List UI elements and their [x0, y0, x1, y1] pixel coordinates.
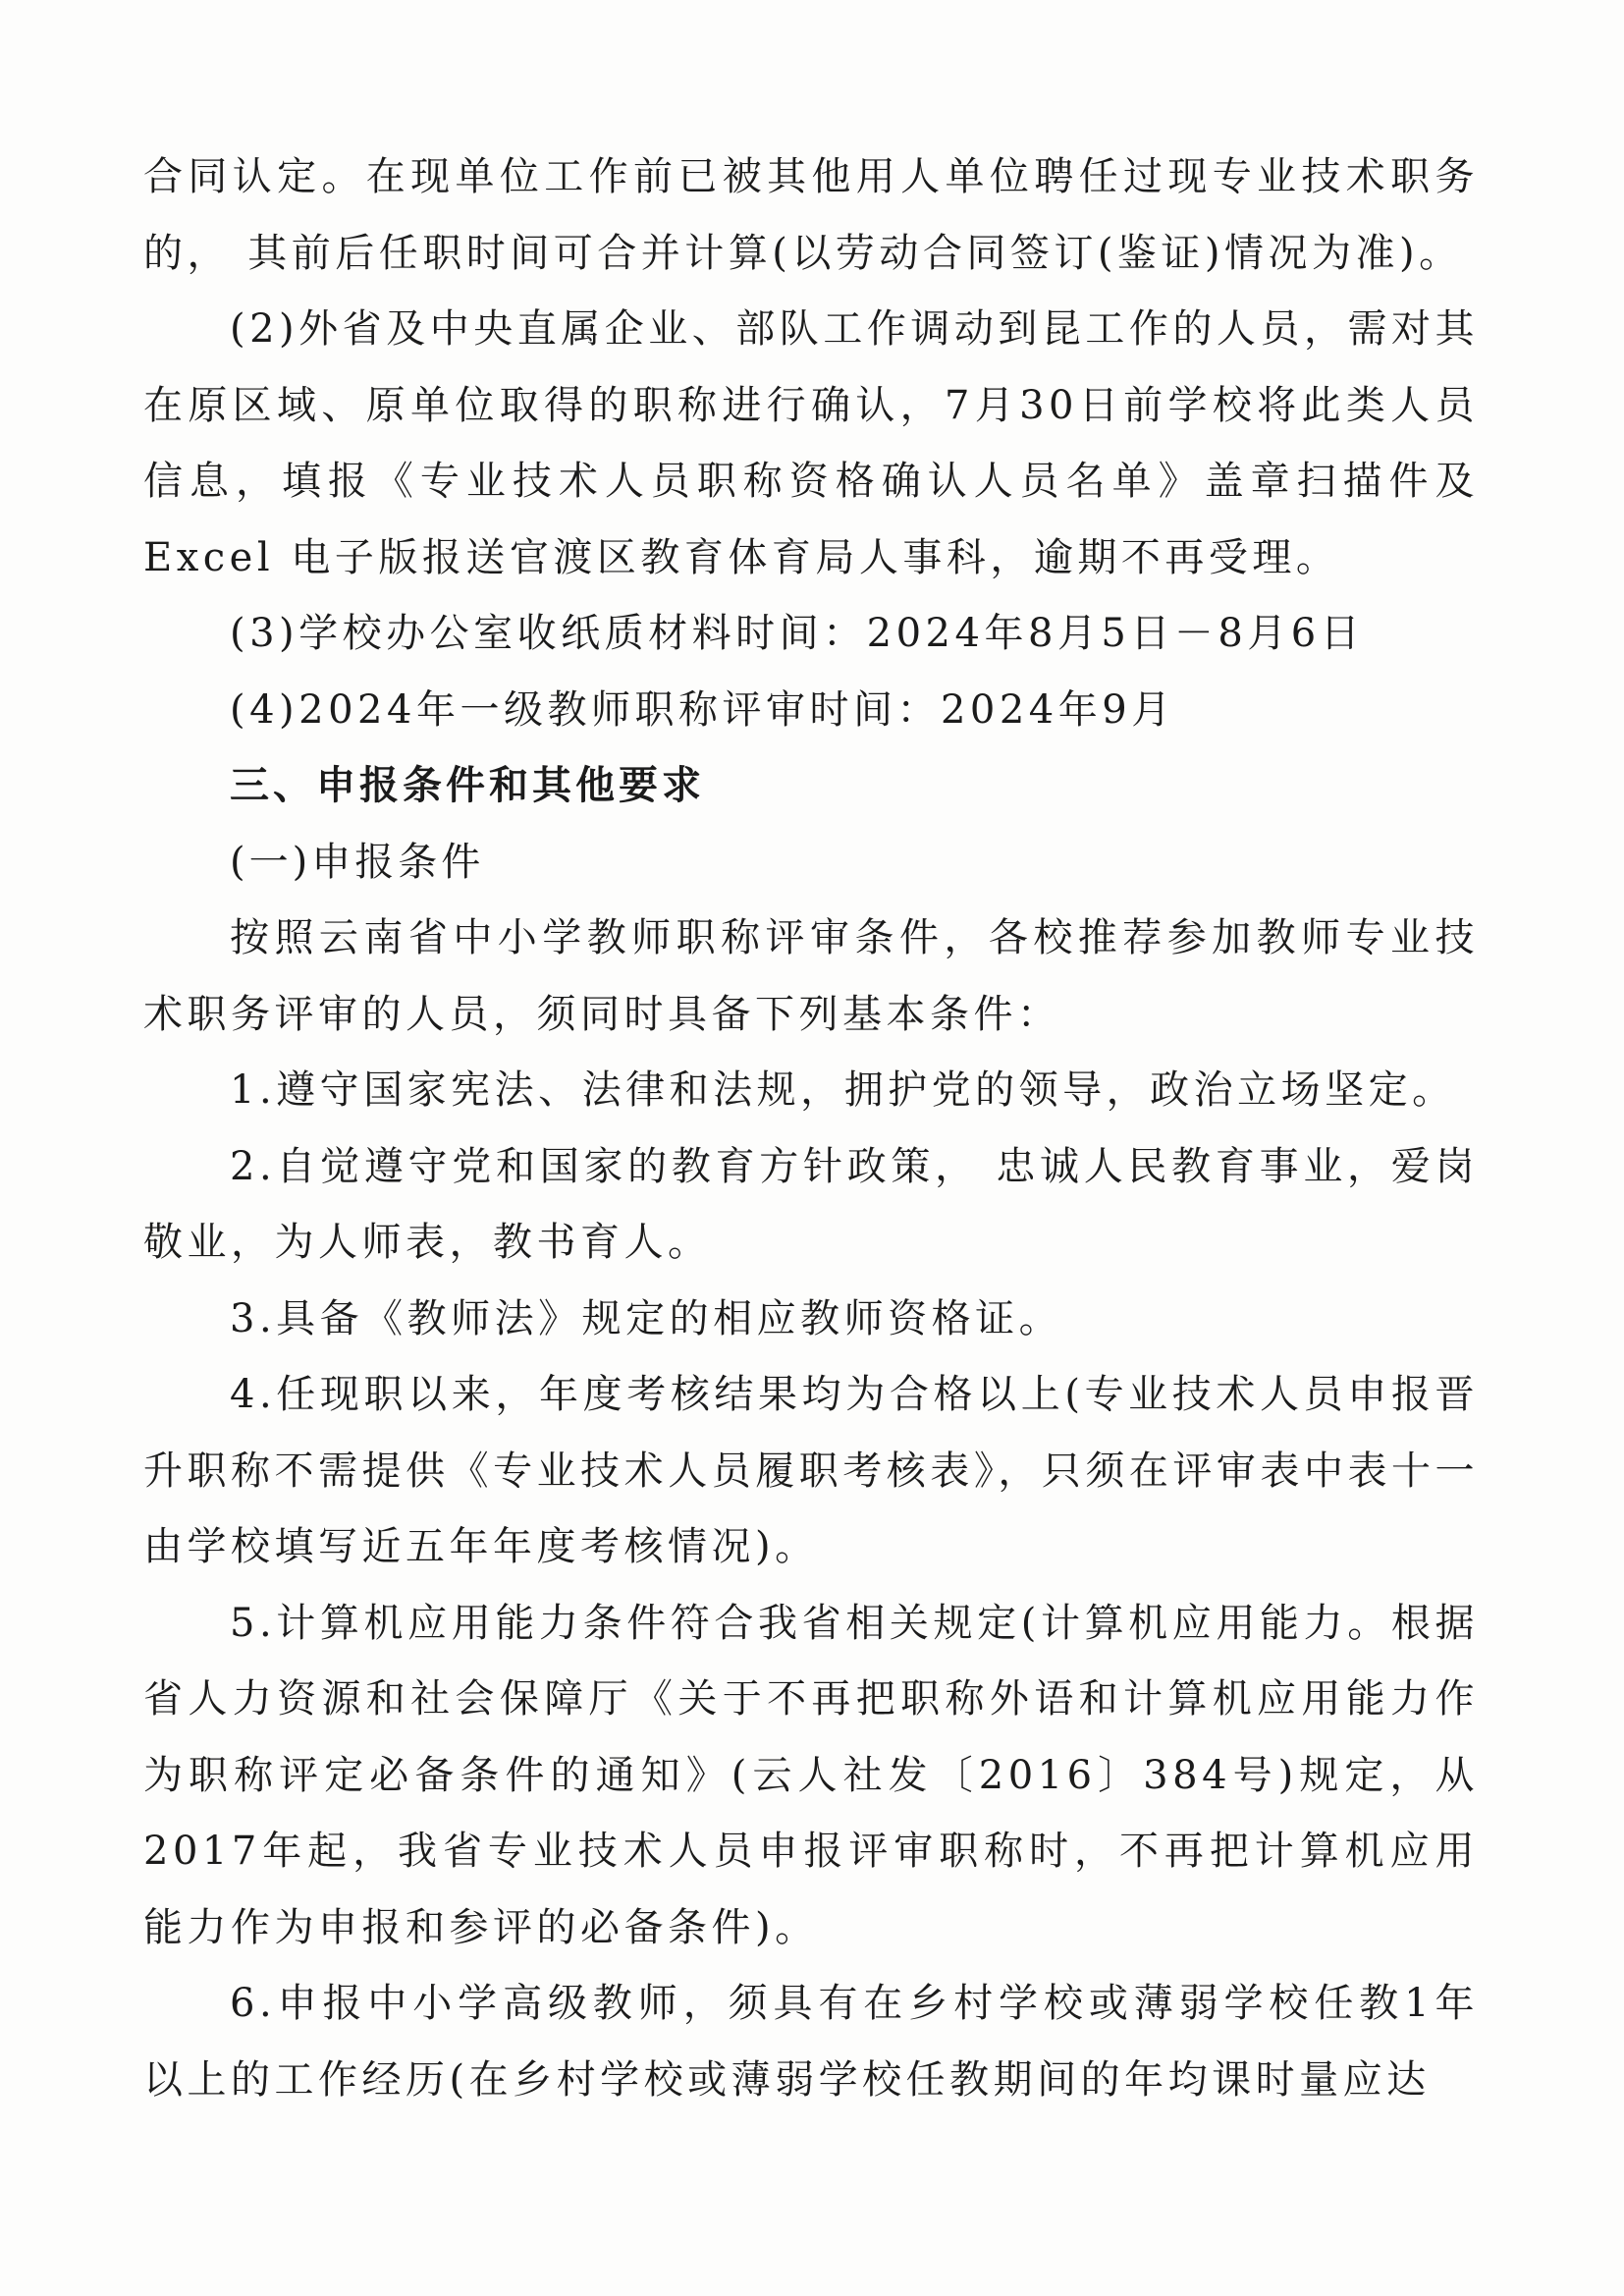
condition-4: 4.任现职以来，年度考核结果均为合格以上(专业技术人员申报晋升职称不需提供《专业技术人员履职考核表》，只须在评审表中表十一由学校填写近五年年度考核情况)。	[143, 1372, 1479, 1569]
paragraph-item-2-transfer: (2)外省及中央直属企业、部队工作调动到昆工作的人员，需对其在原区域、原单位取得的职称进行确认，7月30日前学校将此类人员信息，填报《专业技术人员职称资格确认人员名单》盖章扫描件及Excel 电子版报送官渡区教育体育局人事科，逾期不再受理。	[143, 306, 1479, 580]
condition-6: 6.申报中小学高级教师，须具有在乡村学校或薄弱学校任教1年以上的工作经历(在乡村学校或薄弱学校任教期间的年均课时量应达	[143, 1981, 1479, 2103]
condition-2: 2.自觉遵守党和国家的教育方针政策， 忠诚人民教育事业，爱岗敬业，为人师表，教书育人。	[143, 1143, 1479, 1265]
condition-5: 5.计算机应用能力条件符合我省相关规定(计算机应用能力。根据省人力资源和社会保障厅《关于不再把职称外语和计算机应用能力作为职称评定必备条件的通知》(云人社发〔2016〕384号)规定，从2017年起，我省专业技术人员申报评审职称时，不再把计算机应用能力作为申报和参评的必备条件)。	[143, 1600, 1479, 1950]
paragraph-item-4-review-time: (4)2024年一级教师职称评审时间：2024年9月	[230, 686, 1175, 733]
paragraph-item-3-paper-materials: (3)学校办公室收纸质材料时间：2024年8月5日－8月6日	[230, 611, 1365, 656]
paragraph-conditions-intro: 按照云南省中小学教师职称评审条件，各校推荐参加教师专业技术职务评审的人员，须同时具备下列基本条件：	[143, 915, 1479, 1037]
section-heading-3: 三、申报条件和其他要求	[230, 763, 705, 808]
paragraph-contract-recognition: 合同认定。在现单位工作前已被其他用人单位聘任过现专业技术职务的， 其前后任职时间可合并计算(以劳动合同签订(鉴证)情况为准)。	[143, 154, 1479, 276]
document-body	[143, 139, 1479, 2118]
condition-1: 1.遵守国家宪法、法律和法规，拥护党的领导，政治立场坚定。	[230, 1067, 1456, 1113]
condition-3: 3.具备《教师法》规定的相应教师资格证。	[230, 1295, 1063, 1341]
subsection-heading-1: (一)申报条件	[230, 839, 485, 885]
